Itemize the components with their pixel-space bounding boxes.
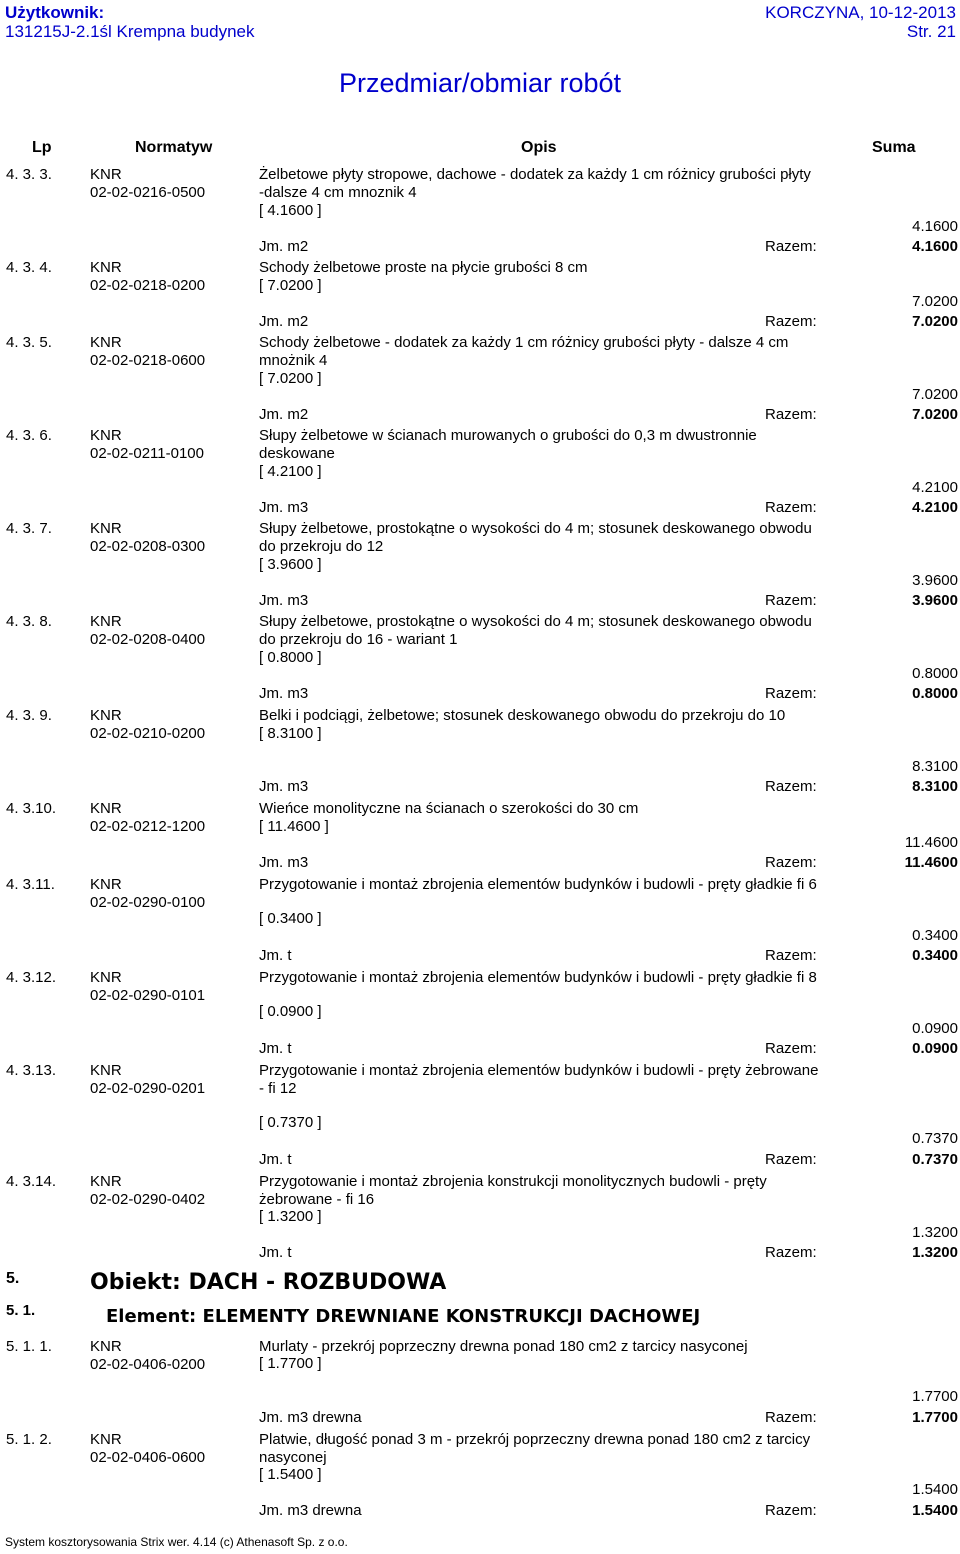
entry-razem: Razem: <box>765 1244 817 1261</box>
entry-code: 02-02-0211-0100 <box>90 445 204 462</box>
entry-value: 4.2100 <box>912 479 958 496</box>
entry-description: Słupy żelbetowe, prostokątne o wysokości do 4 m; stosunek deskowanego obwodu do przekroju do 16 - wariant 1 <box>259 613 812 648</box>
entry-row <box>0 334 960 423</box>
entry-calc: [ 7.0200 ] <box>259 370 322 387</box>
entry-lp: 4. 3. 3. <box>6 166 52 183</box>
object-title: Obiekt: DACH - ROZBUDOWA <box>90 1270 447 1295</box>
entry-code: 02-02-0218-0200 <box>90 277 206 294</box>
entry-knr: KNR <box>90 334 122 351</box>
entry-unit: Jm. m3 <box>259 592 309 609</box>
entry-code: 02-02-0210-0200 <box>90 725 206 742</box>
entry-razem: Razem: <box>765 1502 817 1519</box>
entry-razem: Razem: <box>765 947 817 964</box>
entry-row <box>0 1173 960 1261</box>
entry-row <box>0 800 960 871</box>
entry-lp: 4. 3. 5. <box>6 334 52 351</box>
entry-razem: Razem: <box>765 685 817 702</box>
entry-description: Wieńce monolityczne na ścianach o szerokości do 30 cm <box>259 800 639 817</box>
entry-calc: [ 0.8000 ] <box>259 649 322 666</box>
entry-lp: 5. 1. 1. <box>6 1338 52 1355</box>
entry-value: 4.1600 <box>912 218 958 235</box>
entry-description: Belki i podciągi, żelbetowe; stosunek deskowanego obwodu do przekroju do 10 <box>259 707 786 724</box>
entry-code: 02-02-0290-0101 <box>90 987 206 1004</box>
entry-row <box>0 166 960 255</box>
entry-calc: [ 4.1600 ] <box>259 202 322 219</box>
entry-description: Żelbetowe płyty stropowe, dachowe - dodatek za każdy 1 cm różnicy grubości płyty -dalsze 4 cm mnoznik 4 <box>259 166 811 201</box>
entry-code: 02-02-0216-0500 <box>90 184 206 201</box>
entry-total: 7.0200 <box>912 313 958 330</box>
entry-description: Przygotowanie i montaż zbrojenia konstrukcji monolitycznych budowli - pręty żebrowane - fi 16 <box>259 1173 767 1208</box>
entry-razem: Razem: <box>765 592 817 609</box>
entry-value: 0.8000 <box>912 665 958 682</box>
entry-value: 1.7700 <box>912 1388 958 1405</box>
entry-row <box>0 427 960 516</box>
entry-calc: [ 0.7370 ] <box>259 1114 322 1131</box>
entry-value: 1.3200 <box>912 1224 958 1241</box>
entry-description: Słupy żelbetowe w ścianach murowanych o grubości do 0,3 m dwustronnie deskowane <box>259 427 757 462</box>
entry-value: 0.7370 <box>912 1130 958 1147</box>
entry-unit: Jm. m3 <box>259 499 309 516</box>
entry-razem: Razem: <box>765 1040 817 1057</box>
entry-knr: KNR <box>90 1338 122 1355</box>
entry-code: 02-02-0290-0201 <box>90 1080 206 1097</box>
entry-row <box>0 259 960 330</box>
entry-razem: Razem: <box>765 499 817 516</box>
entry-calc: [ 1.3200 ] <box>259 1208 322 1225</box>
entry-value: 7.0200 <box>912 386 958 403</box>
entry-lp: 4. 3. 4. <box>6 259 52 276</box>
entry-razem: Razem: <box>765 238 817 255</box>
project-name: 131215J-2.1śl Krempna budynek <box>5 22 255 41</box>
entry-value: 8.3100 <box>912 758 958 775</box>
entry-description: Przygotowanie i montaż zbrojenia elementów budynków i budowli - pręty żebrowane - fi 12 <box>259 1062 819 1097</box>
entry-value: 11.4600 <box>904 834 958 851</box>
entry-code: 02-02-0406-0200 <box>90 1356 206 1373</box>
entry-knr: KNR <box>90 1173 122 1190</box>
entry-knr: KNR <box>90 427 122 444</box>
entry-lp: 4. 3. 8. <box>6 613 52 630</box>
footer-note: System kosztorysowania Strix wer. 4.14 (c) Athenasoft Sp. z o.o. <box>5 1535 348 1549</box>
entry-total: 0.3400 <box>912 947 958 964</box>
entry-unit: Jm. m3 drewna <box>259 1502 362 1519</box>
entry-lp: 4. 3.12. <box>6 969 57 986</box>
entry-unit: Jm. m2 <box>259 238 309 255</box>
page-number: Str. 21 <box>906 22 956 41</box>
entry-lp: 4. 3.11. <box>6 876 55 893</box>
entry-razem: Razem: <box>765 1151 817 1168</box>
entry-value: 3.9600 <box>912 572 958 589</box>
entry-calc: [ 3.9600 ] <box>259 556 322 573</box>
entry-description: Przygotowanie i montaż zbrojenia elementów budynków i budowli - pręty gładkie fi 8 <box>259 969 817 986</box>
entry-total: 1.7700 <box>912 1409 958 1426</box>
entry-lp: 4. 3. 6. <box>6 427 52 444</box>
entry-total: 3.9600 <box>912 592 958 609</box>
entry-value: 0.0900 <box>912 1020 958 1037</box>
entry-total: 4.1600 <box>912 238 958 255</box>
entry-knr: KNR <box>90 520 122 537</box>
user-label: Użytkownik: <box>5 3 105 22</box>
entry-knr: KNR <box>90 969 122 986</box>
page-title: Przedmiar/obmiar robót <box>338 68 622 98</box>
entry-row <box>0 520 960 609</box>
entry-value: 7.0200 <box>912 293 958 310</box>
entry-total: 1.5400 <box>912 1502 958 1519</box>
entry-razem: Razem: <box>765 854 817 871</box>
entry-razem: Razem: <box>765 778 817 795</box>
entry-razem: Razem: <box>765 313 817 330</box>
entry-calc: [ 1.5400 ] <box>259 1466 322 1483</box>
object-lp: 5. <box>6 1270 20 1287</box>
entry-calc: [ 8.3100 ] <box>259 725 322 742</box>
entry-lp: 4. 3. 7. <box>6 520 52 537</box>
entry-knr: KNR <box>90 166 122 183</box>
element-lp: 5. 1. <box>6 1302 36 1319</box>
entry-description: Murlaty - przekrój poprzeczny drewna ponad 180 cm2 z tarcicy nasyconej <box>259 1338 748 1355</box>
entry-unit: Jm. t <box>259 947 292 964</box>
entry-unit: Jm. m3 <box>259 778 309 795</box>
entry-total: 0.7370 <box>912 1151 958 1168</box>
entry-knr: KNR <box>90 800 122 817</box>
entry-unit: Jm. t <box>259 1040 292 1057</box>
entry-knr: KNR <box>90 707 122 724</box>
entry-code: 02-02-0218-0600 <box>90 352 206 369</box>
entry-unit: Jm. t <box>259 1151 292 1168</box>
entry-row <box>0 707 960 795</box>
entry-description: Przygotowanie i montaż zbrojenia elementów budynków i budowli - pręty gładkie fi 6 <box>259 876 817 893</box>
entry-row <box>0 1062 960 1168</box>
entry-unit: Jm. m2 <box>259 406 309 423</box>
entry-row <box>0 876 960 964</box>
entry-total: 0.0900 <box>912 1040 958 1057</box>
entry-calc: [ 0.3400 ] <box>259 910 322 927</box>
entry-lp: 5. 1. 2. <box>6 1431 52 1448</box>
entry-description: Schody żelbetowe proste na płycie grubości 8 cm <box>259 259 588 276</box>
column-suma: Suma <box>872 139 916 156</box>
entry-total: 7.0200 <box>912 406 958 423</box>
place-date: KORCZYNA, 10-12-2013 <box>765 3 956 22</box>
element-title: Element: ELEMENTY DREWNIANE KONSTRUKCJI DACHOWEJ <box>106 1306 701 1327</box>
column-normatyw: Normatyw <box>135 139 213 156</box>
entry-knr: KNR <box>90 1062 122 1079</box>
entry-row <box>0 613 960 702</box>
entry-total: 11.4600 <box>904 854 958 871</box>
entry-total: 8.3100 <box>912 778 958 795</box>
entry-code: 02-02-0406-0600 <box>90 1449 206 1466</box>
entry-lp: 4. 3.14. <box>6 1173 57 1190</box>
entry-value: 0.3400 <box>912 927 958 944</box>
entry-total: 1.3200 <box>912 1244 958 1261</box>
entry-unit: Jm. m3 <box>259 854 309 871</box>
entry-knr: KNR <box>90 613 122 630</box>
entry-description: Platwie, długość ponad 3 m - przekrój poprzeczny drewna ponad 180 cm2 z tarcicy nasyconej <box>259 1431 811 1466</box>
entry-calc: [ 4.2100 ] <box>259 463 322 480</box>
entry-code: 02-02-0290-0402 <box>90 1191 206 1208</box>
entry-calc: [ 1.7700 ] <box>259 1355 322 1372</box>
entry-lp: 4. 3.10. <box>6 800 57 817</box>
entry-lp: 4. 3. 9. <box>6 707 52 724</box>
entry-row <box>0 1338 960 1426</box>
entry-razem: Razem: <box>765 406 817 423</box>
entry-value: 1.5400 <box>912 1481 958 1498</box>
entry-code: 02-02-0212-1200 <box>90 818 206 835</box>
column-lp: Lp <box>32 139 52 156</box>
entry-knr: KNR <box>90 259 122 276</box>
entry-knr: KNR <box>90 1431 122 1448</box>
entry-code: 02-02-0208-0400 <box>90 631 206 648</box>
entry-lp: 4. 3.13. <box>6 1062 57 1079</box>
entry-code: 02-02-0290-0100 <box>90 894 206 911</box>
entry-unit: Jm. m3 drewna <box>259 1409 362 1426</box>
entry-calc: [ 0.0900 ] <box>259 1003 322 1020</box>
entry-razem: Razem: <box>765 1409 817 1426</box>
entry-code: 02-02-0208-0300 <box>90 538 206 555</box>
entry-calc: [ 7.0200 ] <box>259 277 322 294</box>
entry-unit: Jm. t <box>259 1244 292 1261</box>
entry-calc: [ 11.4600 ] <box>259 818 329 835</box>
entry-unit: Jm. m2 <box>259 313 309 330</box>
entry-total: 0.8000 <box>912 685 958 702</box>
entry-row <box>0 969 960 1057</box>
entry-unit: Jm. m3 <box>259 685 309 702</box>
column-opis: Opis <box>521 139 557 156</box>
entry-total: 4.2100 <box>912 499 958 516</box>
entry-description: Schody żelbetowe - dodatek za każdy 1 cm różnicy grubości płyty - dalsze 4 cm mnożnik 4 <box>259 334 789 369</box>
entry-row <box>0 1431 960 1519</box>
entry-description: Słupy żelbetowe, prostokątne o wysokości do 4 m; stosunek deskowanego obwodu do przekroju do 12 <box>259 520 812 555</box>
entry-knr: KNR <box>90 876 122 893</box>
